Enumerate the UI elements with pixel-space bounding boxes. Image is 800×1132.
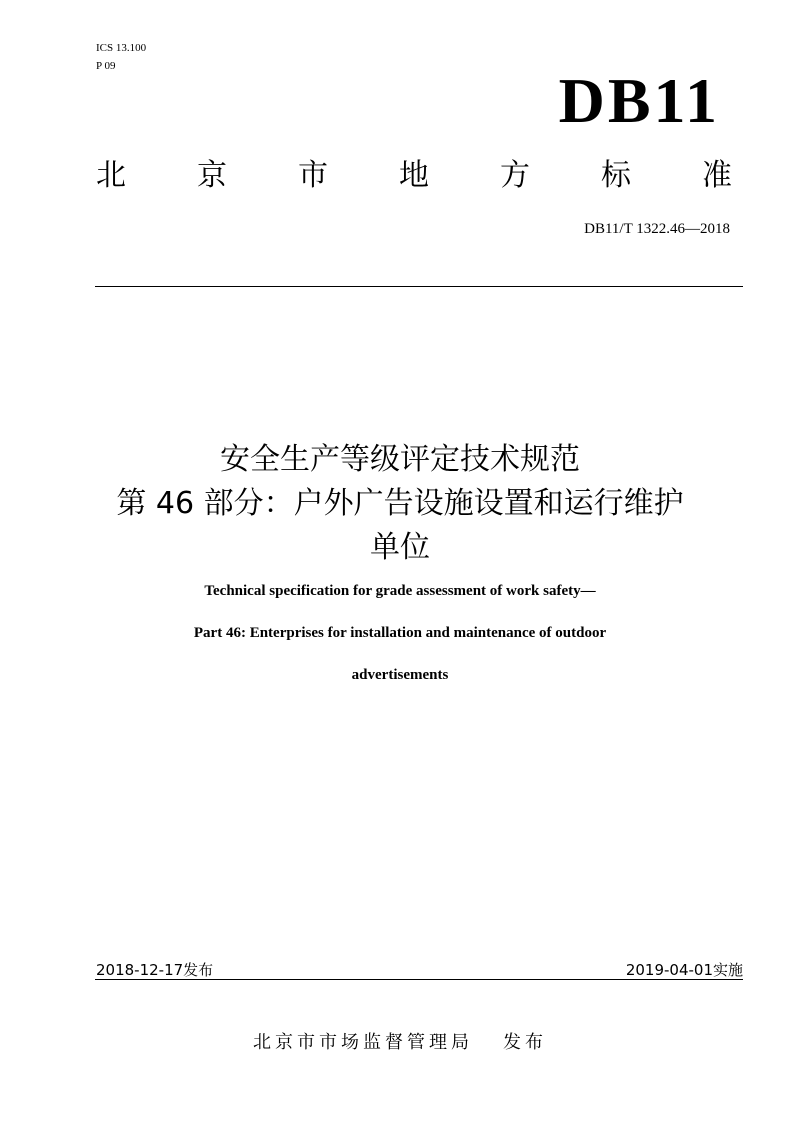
issue-date: 2018-12-17发布 bbox=[96, 961, 214, 979]
title-chinese bbox=[40, 438, 760, 570]
standard-type-char: 市 bbox=[298, 158, 328, 193]
implementation-date: 2019-04-01实施 bbox=[625, 961, 743, 979]
standard-type-char: 标 bbox=[601, 158, 631, 193]
ics-code: ICS 13.100 bbox=[96, 42, 147, 54]
title-cn-line-3: 单位 bbox=[370, 530, 430, 565]
standard-type-char: 北 bbox=[96, 158, 126, 193]
issuer-line bbox=[40, 1030, 760, 1056]
standard-type-char: 京 bbox=[197, 158, 227, 193]
standard-code-logo: DB11 bbox=[558, 65, 720, 136]
footer-divider bbox=[95, 979, 743, 980]
title-en-line-3: advertisements bbox=[351, 667, 449, 683]
standard-type-char: 方 bbox=[500, 158, 530, 193]
title-en-line-2: Part 46: Enterprises for installation and maintenance of outdoor bbox=[193, 625, 607, 641]
standard-type-char: 准 bbox=[702, 158, 732, 193]
standard-type-heading bbox=[96, 156, 732, 196]
issuer-name: 北京市市场监督管理局 bbox=[253, 1032, 473, 1053]
standard-type-char: 地 bbox=[399, 158, 429, 193]
title-english bbox=[40, 576, 760, 690]
header-divider bbox=[95, 286, 743, 287]
ccs-code: P 09 bbox=[96, 60, 116, 72]
title-en-line-1: Technical specification for grade assessment of work safety— bbox=[204, 583, 596, 599]
issuer-action: 发布 bbox=[503, 1032, 547, 1053]
title-cn-line-1: 安全生产等级评定技术规范 bbox=[220, 442, 580, 477]
standard-number: DB11/T 1322.46—2018 bbox=[584, 221, 730, 237]
title-cn-line-2: 第 46 部分：户外广告设施设置和运行维护 bbox=[116, 486, 684, 521]
